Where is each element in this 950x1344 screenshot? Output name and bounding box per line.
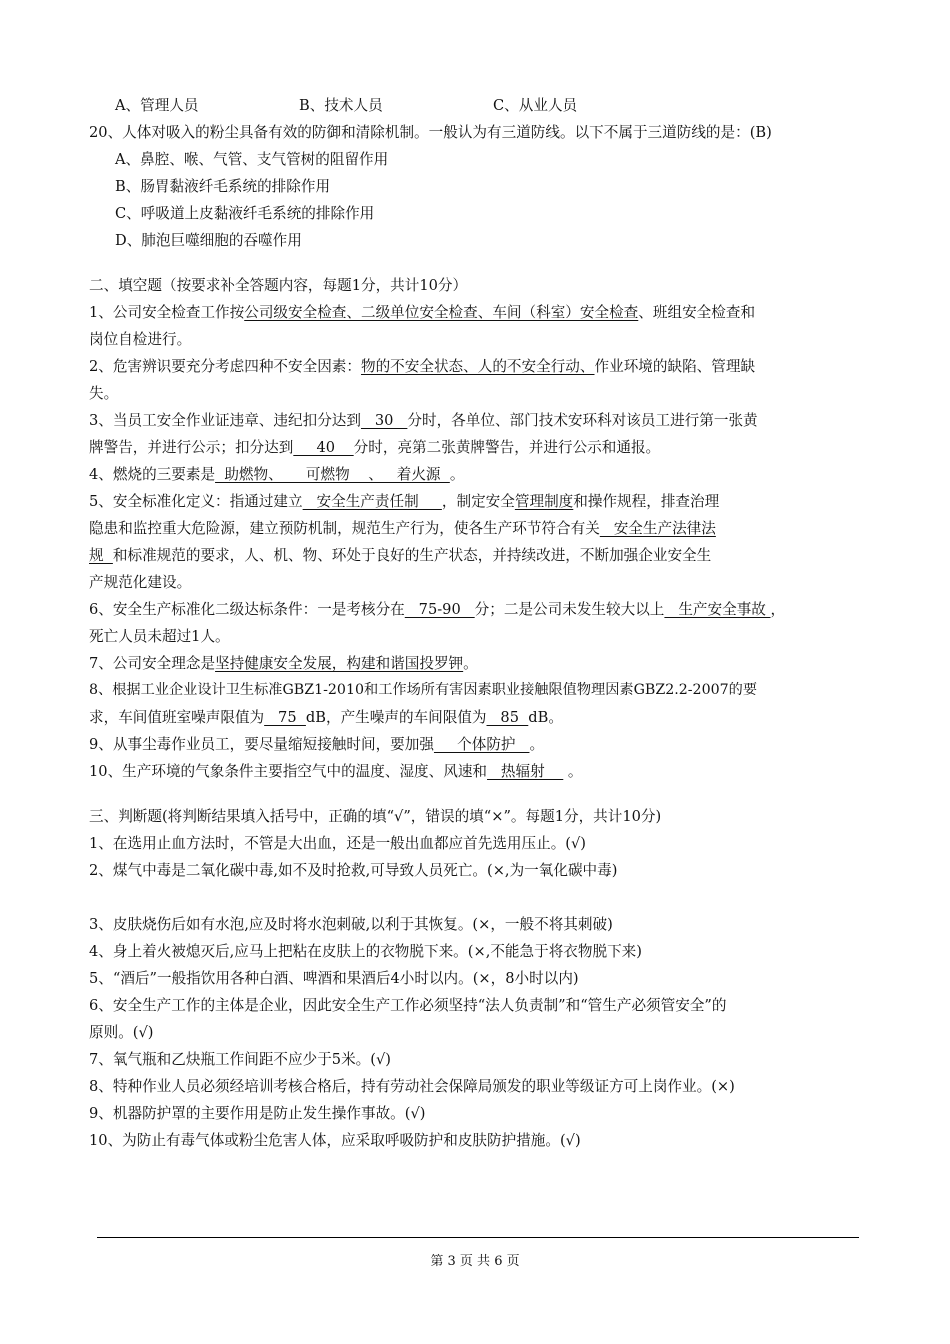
- judge-q4: 4、身上着火被熄灭后,应马上把粘在皮肤上的衣物脱下来。(×,不能急于将衣物脱下来): [89, 943, 642, 960]
- fill-q2-line1: 2、危害辨识要充分考虑四种不安全因素：物的不安全状态、人的不安全行动、作业环境的缺陷、管理缺: [89, 358, 756, 375]
- fill-q8-answer-2: 85: [486, 709, 529, 726]
- document-body: [89, 92, 861, 1154]
- fill-q6-answer-2: 生产安全事故: [664, 601, 771, 618]
- judge-q1: 1、在选用止血方法时，不管是大出血，还是一般出血都应首先选用压止。(√): [89, 835, 586, 852]
- fill-q4-answer: 助燃物、 可燃物 、 着火源: [215, 466, 450, 483]
- fill-q2-line2: 失。: [89, 385, 119, 402]
- fill-q5-answer-1: 安全生产责任制: [302, 493, 442, 510]
- judge-q5: 5、“酒后”一般指饮用各种白酒、啤酒和果酒后4小时以内。(×，8小时以内): [89, 970, 579, 987]
- fill-q5-line2: 隐患和监控重大危险源，建立预防机制，规范生产行为，使各生产环节符合有关 安全生产法律法: [89, 520, 716, 537]
- fill-q2-answer: 物的不安全状态、人的不安全行动、: [360, 358, 595, 375]
- judge-q3: 3、皮肤烧伤后如有水泡,应及时将水泡刺破,以利于其恢复。(×，一般不将其刺破): [89, 916, 613, 933]
- page-footer: 第 3 页 共 6 页: [430, 1254, 520, 1269]
- fill-q3-answer-2: 40: [293, 439, 354, 456]
- fill-q1-line1: 1、公司安全检查工作按公司级安全检查、二级单位安全检查、车间（科室）安全检查、班组安全检查和: [89, 304, 756, 321]
- fill-q6-answer-1: 75-90: [404, 601, 475, 618]
- fill-q3-line1: 3、当员工安全作业证违章、违纪扣分达到 30 分时，各单位、部门技术安环科对该员工进行第一张黄: [89, 412, 758, 429]
- fill-q5-answer-2: 管理制度: [514, 493, 574, 510]
- q19-option-a: A、管理人员: [115, 97, 199, 114]
- fill-q5-line4: 产规范化建设。: [89, 574, 192, 591]
- q19-options: [89, 92, 861, 119]
- fill-q7: 7、公司安全理念是坚持健康安全发展，构建和谐国投罗钾。: [89, 655, 478, 672]
- fill-q6-line1: 6、安全生产标准化二级达标条件：一是考核分在 75-90 分；二是公司未发生较大以上 生产安全事故 ，: [89, 601, 786, 618]
- judge-q6-line2: 原则。(√): [89, 1024, 154, 1041]
- q20-option-d: D、肺泡巨噬细胞的吞噬作用: [115, 232, 302, 249]
- fill-q1-line2: 岗位自检进行。: [89, 331, 192, 348]
- fill-q8-answer-1: 75: [264, 709, 306, 726]
- fill-q7-answer: 坚持健康安全发展，构建和谐国投罗钾: [215, 655, 464, 672]
- fill-q5-line3: 规 和标准规范的要求，人、机、物、环处于良好的生产状态，并持续改进，不断加强企业安全生: [89, 547, 712, 564]
- fill-q5-line1: 5、安全标准化定义：指通过建立 安全生产责任制 ，制定安全管理制度和操作规程，排查治理: [89, 493, 720, 510]
- judge-q6-line1: 6、安全生产工作的主体是企业，因此安全生产工作必须坚持“法人负责制”和“管生产必须管安全”的: [89, 997, 727, 1014]
- q20-option-a: A、鼻腔、喉、气管、支气管树的阻留作用: [115, 151, 389, 168]
- q20-stem: 20、人体对吸入的粉尘具备有效的防御和清除机制。一般认为有三道防线。以下不属于三道防线的是：(B): [89, 124, 772, 141]
- fill-q3-line2: 牌警告，并进行公示；扣分达到 40 分时，亮第二张黄牌警告，并进行公示和通报。: [89, 439, 661, 456]
- judge-q2: 2、煤气中毒是二氧化碳中毒,如不及时抢救,可导致人员死亡。(×,为一氧化碳中毒): [89, 862, 618, 879]
- fill-q8-line2: 求，车间值班室噪声限值为 75 dB，产生噪声的车间限值为 85 dB。: [89, 709, 563, 726]
- judge-q8: 8、特种作业人员必须经培训考核合格后，持有劳动社会保障局颁发的职业等级证方可上岗作业。(×): [89, 1078, 735, 1095]
- judge-q9: 9、机器防护罩的主要作用是防止发生操作事故。(√): [89, 1105, 426, 1122]
- q20-option-c: C、呼吸道上皮黏液纤毛系统的排除作用: [115, 205, 375, 222]
- fill-q9-answer: 个体防护: [433, 736, 530, 753]
- fill-q10: 10、生产环境的气象条件主要指空气中的温度、湿度、风速和 热辐射 。: [89, 763, 583, 780]
- fill-q5-answer-3-cont: 规: [89, 547, 113, 564]
- fill-q8-line1: 8、根据工业企业设计卫生标准GBZ1-2010和工作场所有害因素职业接触限值物理因素GBZ2.2-2007的要: [89, 682, 758, 698]
- q20-option-b: B、肠胃黏液纤毛系统的排除作用: [115, 178, 331, 195]
- judge-q7: 7、氧气瓶和乙炔瓶工作间距不应少于5米。(√): [89, 1051, 391, 1068]
- q19-option-b: B、技术人员: [299, 97, 383, 114]
- judge-q10: 10、为防止有毒气体或粉尘危害人体，应采取呼吸防护和皮肤防护措施。(√): [89, 1132, 581, 1149]
- fill-q6-line2: 死亡人员未超过1人。: [89, 628, 230, 645]
- fill-q4: 4、燃烧的三要素是 助燃物、 可燃物 、 着火源 。: [89, 466, 465, 483]
- judge-heading: 三、判断题(将判断结果填入括号中，正确的填“√”，错误的填“×”。每题1分，共计10分): [89, 808, 662, 825]
- footer-divider: [97, 1237, 859, 1238]
- fill-q1-answer: 公司级安全检查、二级单位安全检查、车间（科室）安全检查: [244, 304, 639, 321]
- fill-heading: 二、填空题（按要求补全答题内容，每题1分，共计10分）: [89, 277, 468, 294]
- q19-option-c: C、从业人员: [493, 97, 578, 114]
- fill-q9: 9、从事尘毒作业员工，要尽量缩短接触时间，要加强 个体防护 。: [89, 736, 545, 753]
- fill-q3-answer-1: 30: [360, 412, 408, 429]
- fill-q5-answer-3: 安全生产法律法: [599, 520, 716, 537]
- fill-q10-answer: 热辐射: [487, 763, 564, 780]
